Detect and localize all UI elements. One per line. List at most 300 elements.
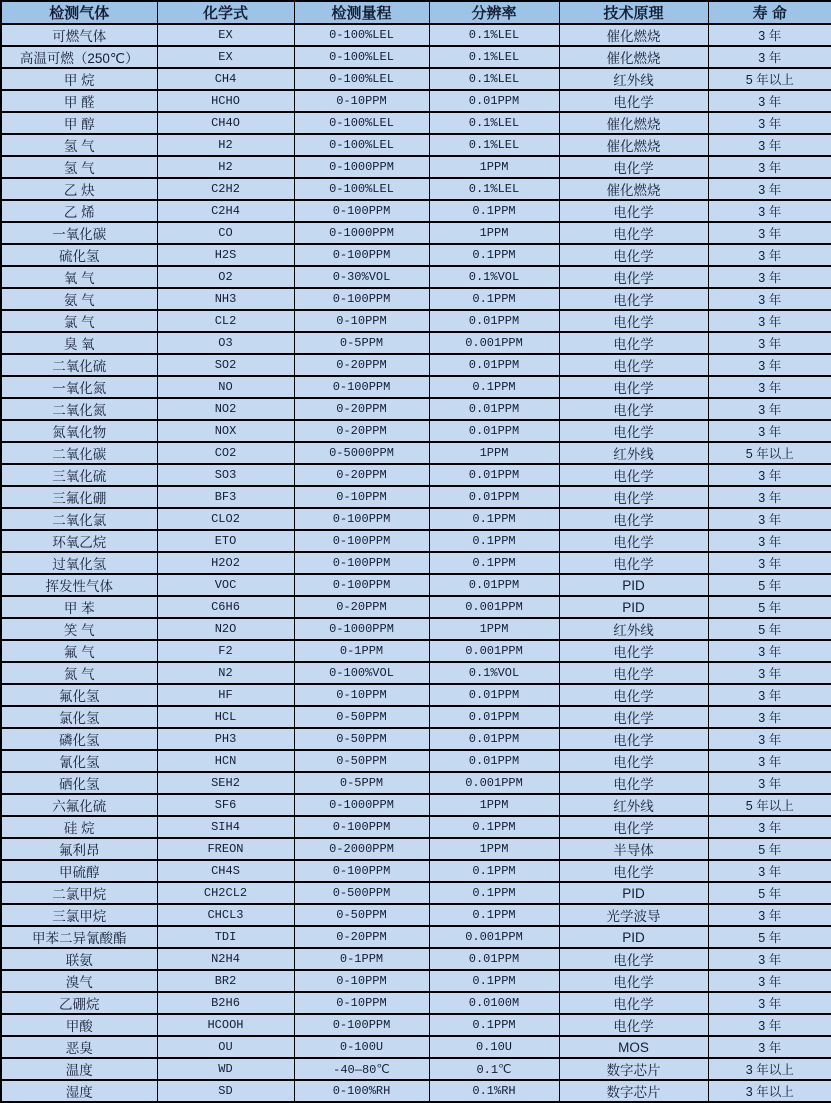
table-cell-formula: HCN [157,750,294,772]
table-row [1,882,831,904]
table-cell-principle: 电化学 [559,222,708,244]
table-cell-gas: 一氧化氮 [1,376,157,398]
table-row [1,376,831,398]
table-cell-range: 0-100%VOL [294,662,429,684]
table-cell-lifespan: 3 年 [708,134,831,156]
table-cell-principle: 电化学 [559,376,708,398]
table-row [1,222,831,244]
table-cell-lifespan: 5 年以上 [708,442,831,464]
table-cell-range: 0-100PPM [294,288,429,310]
table-cell-range: 0-20PPM [294,926,429,948]
table-cell-range: -40—80℃ [294,1058,429,1080]
table-cell-resolution: 0.1PPM [429,816,559,838]
table-cell-formula: BR2 [157,970,294,992]
table-cell-resolution: 0.01PPM [429,684,559,706]
table-row [1,992,831,1014]
table-cell-lifespan: 3 年以上 [708,1080,831,1102]
table-cell-principle: 电化学 [559,200,708,222]
table-row [1,508,831,530]
table-cell-gas: 氮氧化物 [1,420,157,442]
column-header-range: 检测量程 [294,1,429,24]
table-cell-resolution: 0.1%RH [429,1080,559,1102]
table-cell-lifespan: 3 年 [708,332,831,354]
table-cell-principle: 催化燃烧 [559,46,708,68]
table-cell-gas: 氟 气 [1,640,157,662]
table-row [1,618,831,640]
table-cell-formula: N2 [157,662,294,684]
table-cell-resolution: 1PPM [429,222,559,244]
table-cell-principle: 电化学 [559,486,708,508]
table-cell-formula: CO [157,222,294,244]
table-cell-lifespan: 3 年 [708,310,831,332]
table-cell-range: 0-5PPM [294,332,429,354]
table-cell-formula: NO [157,376,294,398]
table-cell-principle: 电化学 [559,970,708,992]
table-cell-range: 0-100PPM [294,200,429,222]
column-header-gas: 检测气体 [1,1,157,24]
table-cell-lifespan: 3 年 [708,640,831,662]
table-row [1,90,831,112]
table-cell-gas: 甲苯二异氰酸酯 [1,926,157,948]
table-cell-range: 0-10PPM [294,310,429,332]
table-cell-gas: 温度 [1,1058,157,1080]
table-cell-gas: 六氟化硫 [1,794,157,816]
table-cell-resolution: 0.1%LEL [429,134,559,156]
table-cell-lifespan: 3 年 [708,860,831,882]
table-cell-resolution: 0.1PPM [429,200,559,222]
table-cell-lifespan: 3 年 [708,1014,831,1036]
table-cell-range: 0-10PPM [294,90,429,112]
table-cell-formula: SD [157,1080,294,1102]
table-cell-gas: 甲 醇 [1,112,157,134]
table-cell-gas: 乙 烯 [1,200,157,222]
table-cell-lifespan: 3 年 [708,992,831,1014]
table-cell-lifespan: 3 年 [708,222,831,244]
table-cell-formula: VOC [157,574,294,596]
table-row [1,46,831,68]
table-cell-resolution: 0.01PPM [429,574,559,596]
table-cell-formula: C6H6 [157,596,294,618]
table-body [1,24,831,1102]
table-cell-formula: F2 [157,640,294,662]
table-cell-resolution: 0.1PPM [429,288,559,310]
table-row [1,200,831,222]
table-cell-formula: HCOOH [157,1014,294,1036]
table-cell-principle: 电化学 [559,1014,708,1036]
table-cell-lifespan: 3 年 [708,90,831,112]
table-cell-resolution: 0.1%VOL [429,266,559,288]
table-cell-lifespan: 3 年 [708,662,831,684]
table-cell-gas: 硒化氢 [1,772,157,794]
table-cell-principle: 电化学 [559,750,708,772]
table-cell-gas: 二氧化氮 [1,398,157,420]
table-row [1,772,831,794]
table-cell-gas: 高温可燃（250℃） [1,46,157,68]
table-cell-principle: PID [559,596,708,618]
table-cell-resolution: 0.1PPM [429,970,559,992]
table-cell-principle: 电化学 [559,266,708,288]
table-cell-resolution: 0.01PPM [429,398,559,420]
table-cell-range: 0-100PPM [294,508,429,530]
column-header-principle: 技术原理 [559,1,708,24]
table-cell-resolution: 0.1%LEL [429,46,559,68]
table-cell-resolution: 0.1PPM [429,508,559,530]
column-header-resolution: 分辨率 [429,1,559,24]
table-row [1,904,831,926]
table-cell-formula: FREON [157,838,294,860]
table-cell-range: 0-10PPM [294,684,429,706]
table-cell-gas: 可燃气体 [1,24,157,46]
table-cell-principle: 半导体 [559,838,708,860]
table-cell-gas: 氢 气 [1,156,157,178]
table-cell-resolution: 0.001PPM [429,332,559,354]
table-cell-lifespan: 3 年 [708,772,831,794]
table-cell-principle: 电化学 [559,420,708,442]
table-cell-principle: 数字芯片 [559,1058,708,1080]
table-cell-principle: PID [559,882,708,904]
table-cell-lifespan: 5 年 [708,574,831,596]
table-row [1,244,831,266]
table-cell-lifespan: 3 年 [708,904,831,926]
table-row [1,178,831,200]
table-cell-resolution: 0.001PPM [429,596,559,618]
table-cell-resolution: 0.10U [429,1036,559,1058]
table-cell-principle: 电化学 [559,728,708,750]
table-cell-formula: H2S [157,244,294,266]
table-cell-lifespan: 3 年 [708,486,831,508]
table-cell-principle: 催化燃烧 [559,112,708,134]
table-cell-principle: 电化学 [559,310,708,332]
table-cell-range: 0-10PPM [294,992,429,1014]
table-cell-gas: 二氧化碳 [1,442,157,464]
table-cell-principle: 电化学 [559,90,708,112]
table-cell-principle: 电化学 [559,530,708,552]
table-row [1,794,831,816]
table-cell-gas: 三氯甲烷 [1,904,157,926]
table-cell-formula: EX [157,24,294,46]
table-cell-range: 0-1PPM [294,948,429,970]
table-cell-lifespan: 5 年 [708,596,831,618]
table-cell-resolution: 0.1%LEL [429,68,559,90]
table-cell-lifespan: 3 年 [708,552,831,574]
table-cell-formula: H2 [157,156,294,178]
table-cell-lifespan: 3 年 [708,530,831,552]
table-cell-resolution: 0.001PPM [429,772,559,794]
table-cell-principle: PID [559,574,708,596]
table-cell-formula: NOX [157,420,294,442]
table-cell-range: 0-5000PPM [294,442,429,464]
table-cell-range: 0-20PPM [294,420,429,442]
table-cell-lifespan: 5 年 [708,882,831,904]
table-row [1,442,831,464]
table-cell-formula: TDI [157,926,294,948]
table-cell-principle: 电化学 [559,772,708,794]
table-row [1,112,831,134]
table-row [1,1036,831,1058]
table-cell-lifespan: 3 年 [708,178,831,200]
table-cell-gas: 三氟化硼 [1,486,157,508]
table-cell-principle: 电化学 [559,398,708,420]
table-cell-resolution: 0.01PPM [429,464,559,486]
table-cell-gas: 氟利昂 [1,838,157,860]
table-cell-resolution: 0.1PPM [429,244,559,266]
table-cell-resolution: 0.1PPM [429,904,559,926]
table-cell-formula: N2O [157,618,294,640]
table-cell-gas: 一氧化碳 [1,222,157,244]
table-cell-resolution: 0.01PPM [429,486,559,508]
table-cell-lifespan: 3 年 [708,706,831,728]
table-cell-resolution: 0.1PPM [429,530,559,552]
table-cell-principle: 电化学 [559,684,708,706]
table-cell-principle: 电化学 [559,706,708,728]
table-cell-range: 0-100PPM [294,530,429,552]
table-cell-gas: 湿度 [1,1080,157,1102]
table-cell-formula: CH2CL2 [157,882,294,904]
table-cell-resolution: 0.01PPM [429,310,559,332]
table-cell-lifespan: 3 年 [708,1036,831,1058]
table-cell-range: 0-2000PPM [294,838,429,860]
table-row [1,354,831,376]
table-row [1,1080,831,1102]
table-cell-lifespan: 3 年 [708,354,831,376]
table-row [1,288,831,310]
table-row [1,332,831,354]
table-cell-gas: 甲硫醇 [1,860,157,882]
table-cell-principle: 红外线 [559,68,708,90]
table-cell-range: 0-100U [294,1036,429,1058]
table-cell-formula: CH4O [157,112,294,134]
table-cell-resolution: 1PPM [429,156,559,178]
table-cell-range: 0-100PPM [294,376,429,398]
column-header-formula: 化学式 [157,1,294,24]
table-row [1,926,831,948]
table-cell-lifespan: 3 年 [708,684,831,706]
table-cell-lifespan: 5 年 [708,618,831,640]
table-cell-gas: 硫化氢 [1,244,157,266]
table-cell-lifespan: 3 年 [708,464,831,486]
table-cell-range: 0-100%LEL [294,178,429,200]
table-cell-lifespan: 3 年 [708,420,831,442]
table-cell-formula: SEH2 [157,772,294,794]
table-row [1,552,831,574]
table-cell-formula: C2H4 [157,200,294,222]
table-cell-principle: 电化学 [559,860,708,882]
table-cell-resolution: 0.01PPM [429,750,559,772]
table-cell-resolution: 0.1PPM [429,1014,559,1036]
table-cell-formula: B2H6 [157,992,294,1014]
table-cell-principle: 电化学 [559,992,708,1014]
table-cell-formula: HF [157,684,294,706]
table-cell-lifespan: 3 年 [708,156,831,178]
table-cell-formula: CLO2 [157,508,294,530]
table-cell-lifespan: 3 年 [708,948,831,970]
table-cell-principle: PID [559,926,708,948]
table-cell-resolution: 0.1℃ [429,1058,559,1080]
table-cell-principle: 电化学 [559,244,708,266]
table-row [1,728,831,750]
table-cell-resolution: 0.01PPM [429,948,559,970]
table-cell-range: 0-20PPM [294,354,429,376]
table-cell-principle: 红外线 [559,794,708,816]
table-cell-gas: 联氨 [1,948,157,970]
table-cell-principle: 电化学 [559,464,708,486]
table-cell-gas: 氯化氢 [1,706,157,728]
table-cell-range: 0-20PPM [294,596,429,618]
table-cell-formula: N2H4 [157,948,294,970]
table-row [1,1014,831,1036]
table-cell-formula: SO3 [157,464,294,486]
table-cell-range: 0-1000PPM [294,222,429,244]
table-cell-range: 0-1000PPM [294,794,429,816]
table-cell-formula: SO2 [157,354,294,376]
table-cell-resolution: 0.1%LEL [429,178,559,200]
table-cell-formula: BF3 [157,486,294,508]
table-cell-range: 0-20PPM [294,398,429,420]
table-cell-range: 0-100PPM [294,552,429,574]
table-row [1,970,831,992]
table-cell-gas: 二氧化硫 [1,354,157,376]
table-cell-range: 0-100PPM [294,816,429,838]
table-cell-formula: WD [157,1058,294,1080]
table-cell-resolution: 1PPM [429,442,559,464]
table-cell-range: 0-10PPM [294,970,429,992]
table-cell-gas: 溴气 [1,970,157,992]
table-cell-lifespan: 3 年 [708,266,831,288]
table-cell-formula: CHCL3 [157,904,294,926]
table-cell-resolution: 1PPM [429,794,559,816]
table-row [1,706,831,728]
table-row [1,156,831,178]
table-cell-lifespan: 3 年 [708,112,831,134]
table-cell-principle: 光学波导 [559,904,708,926]
table-cell-formula: CL2 [157,310,294,332]
table-cell-resolution: 0.1%LEL [429,112,559,134]
table-cell-range: 0-1PPM [294,640,429,662]
table-cell-range: 0-100%LEL [294,68,429,90]
table-header [1,1,831,24]
table-cell-gas: 硅 烷 [1,816,157,838]
table-cell-range: 0-10PPM [294,486,429,508]
table-cell-resolution: 0.01PPM [429,728,559,750]
table-cell-gas: 臭 氧 [1,332,157,354]
table-cell-principle: MOS [559,1036,708,1058]
table-cell-principle: 电化学 [559,354,708,376]
table-row [1,684,831,706]
table-cell-range: 0-1000PPM [294,618,429,640]
table-cell-resolution: 0.001PPM [429,926,559,948]
table-cell-gas: 乙硼烷 [1,992,157,1014]
table-cell-range: 0-50PPM [294,728,429,750]
table-cell-principle: 电化学 [559,640,708,662]
table-cell-formula: PH3 [157,728,294,750]
table-cell-range: 0-50PPM [294,750,429,772]
table-cell-formula: OU [157,1036,294,1058]
table-cell-principle: 红外线 [559,618,708,640]
table-row [1,662,831,684]
table-cell-principle: 催化燃烧 [559,134,708,156]
table-cell-gas: 甲 醛 [1,90,157,112]
table-row [1,68,831,90]
table-cell-principle: 电化学 [559,508,708,530]
table-row [1,816,831,838]
table-cell-lifespan: 3 年 [708,24,831,46]
table-row [1,24,831,46]
table-cell-formula: NH3 [157,288,294,310]
table-cell-range: 0-100%LEL [294,24,429,46]
table-cell-gas: 恶臭 [1,1036,157,1058]
table-cell-formula: O3 [157,332,294,354]
table-cell-gas: 磷化氢 [1,728,157,750]
table-row [1,860,831,882]
table-cell-resolution: 0.1%VOL [429,662,559,684]
table-row [1,574,831,596]
table-cell-gas: 氰化氢 [1,750,157,772]
table-row [1,266,831,288]
table-cell-lifespan: 3 年 [708,288,831,310]
table-cell-gas: 甲 烷 [1,68,157,90]
table-cell-principle: 数字芯片 [559,1080,708,1102]
table-cell-formula: C2H2 [157,178,294,200]
table-row [1,530,831,552]
table-cell-resolution: 0.01PPM [429,420,559,442]
table-cell-resolution: 0.1PPM [429,860,559,882]
table-cell-gas: 二氯甲烷 [1,882,157,904]
table-cell-range: 0-100%LEL [294,134,429,156]
table-cell-range: 0-20PPM [294,464,429,486]
table-cell-formula: SF6 [157,794,294,816]
table-row [1,750,831,772]
table-row [1,464,831,486]
table-cell-resolution: 1PPM [429,618,559,640]
table-cell-formula: H2 [157,134,294,156]
table-cell-lifespan: 3 年 [708,750,831,772]
table-cell-range: 0-100PPM [294,574,429,596]
table-cell-formula: HCHO [157,90,294,112]
table-cell-resolution: 0.1%LEL [429,24,559,46]
table-cell-gas: 氢 气 [1,134,157,156]
table-cell-gas: 环氧乙烷 [1,530,157,552]
table-cell-principle: 电化学 [559,948,708,970]
table-row [1,398,831,420]
table-cell-formula: ETO [157,530,294,552]
table-cell-principle: 催化燃烧 [559,24,708,46]
table-row [1,486,831,508]
table-cell-formula: SIH4 [157,816,294,838]
table-cell-range: 0-100PPM [294,1014,429,1036]
table-cell-lifespan: 3 年 [708,970,831,992]
table-cell-lifespan: 3 年 [708,244,831,266]
table-cell-gas: 三氧化硫 [1,464,157,486]
table-cell-gas: 氨 气 [1,288,157,310]
table-cell-formula: H2O2 [157,552,294,574]
table-cell-range: 0-30%VOL [294,266,429,288]
table-cell-formula: O2 [157,266,294,288]
table-cell-lifespan: 3 年 [708,508,831,530]
table-row [1,948,831,970]
table-row [1,838,831,860]
table-cell-principle: 催化燃烧 [559,178,708,200]
table-row [1,310,831,332]
table-row [1,596,831,618]
table-cell-gas: 氯 气 [1,310,157,332]
table-cell-gas: 二氧化氯 [1,508,157,530]
table-cell-formula: CH4S [157,860,294,882]
table-cell-range: 0-100%RH [294,1080,429,1102]
table-row [1,134,831,156]
table-cell-principle: 电化学 [559,288,708,310]
table-cell-gas: 乙 炔 [1,178,157,200]
table-cell-range: 0-100%LEL [294,112,429,134]
